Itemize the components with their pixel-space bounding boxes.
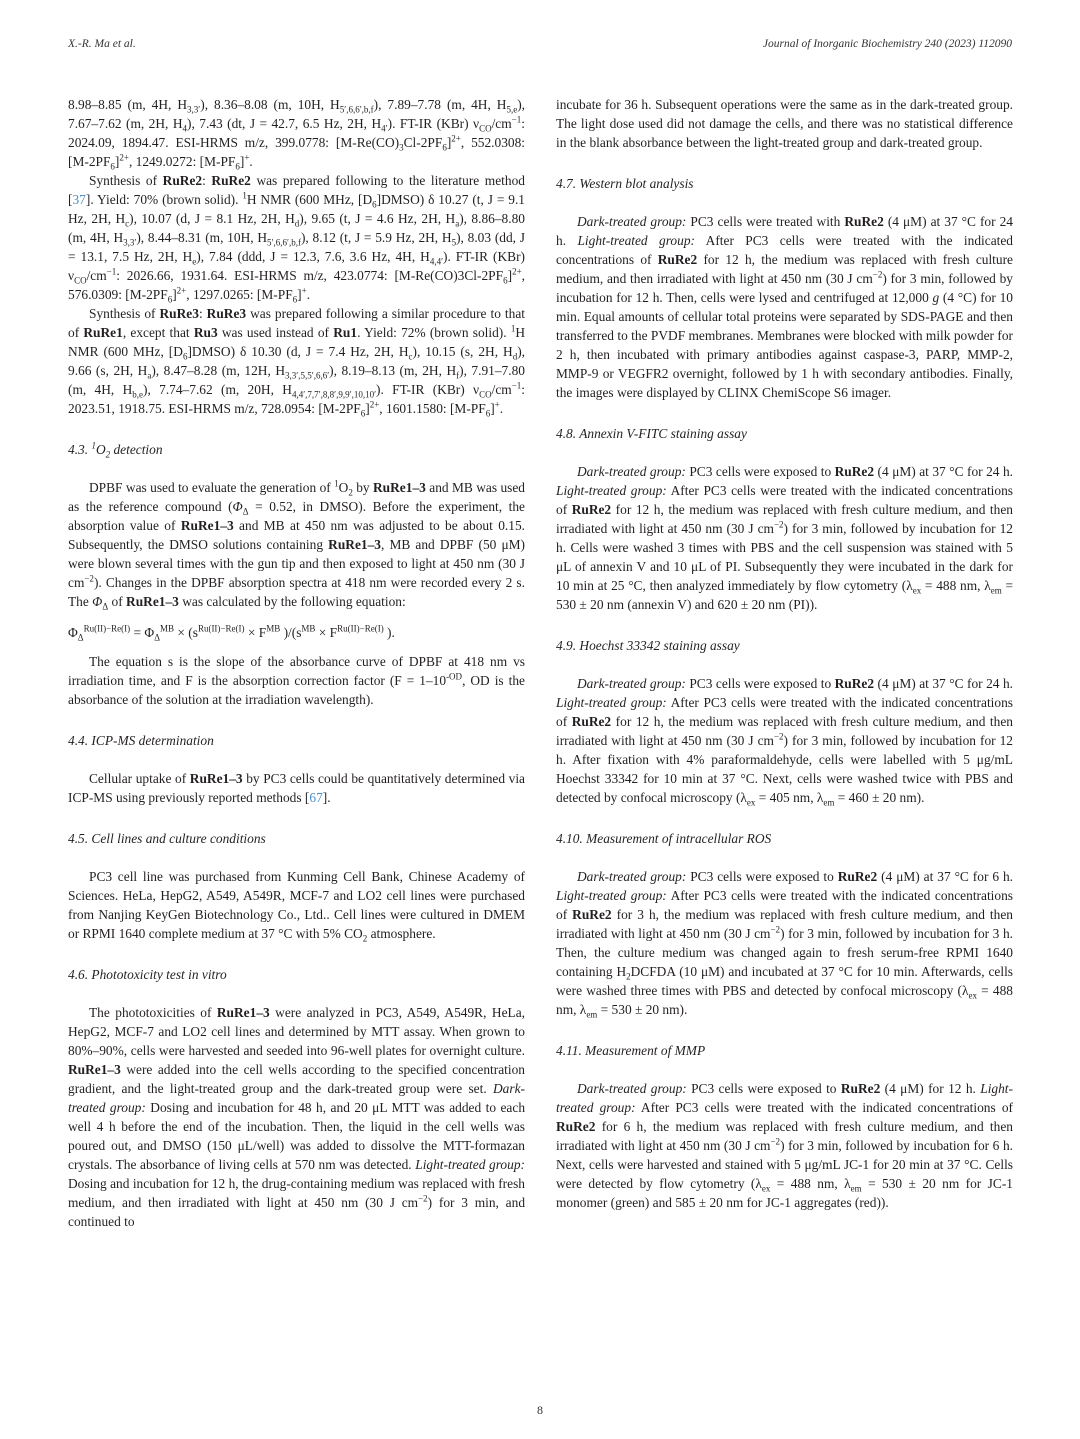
paragraph-rure3-synthesis: Synthesis of RuRe3: RuRe3 was prepared following a similar procedure to that of RuRe1, except that Ru3 was used instead of Ru1. Yield: 72% (brown solid). $^1$H NMR (600 MHz, $[D_6]DMSO$) δ 10.30 (d, J = 7.4 Hz, 2H, $H_c$), 10.15 (s, 2H, $H_d$), 9.66 (s, 2H, $H_a$), 8.47–8.28 (m, 12H, $H_{3,3',5,5',6,6'}$), 8.19–8.13 (m, 2H, $H_f$), 7.91–7.80 (m, 4H, $H_{b,e}$), 7.74–7.62 (m, 20H, $H_{4,4',7,7',8,8',9,9',10,10'}$). FT-IR (KBr) $\nu_{CO}/cm^{-1}$: 2023.51, 1918.75. ESI-HRMS m/z, 728.0954: $[M-2PF_6]^{2+}$, 1601.1580: $[M-PF_6]^+$.: [68, 306, 525, 419]
section-heading-4-5: 4.5. Cell lines and culture conditions: [68, 831, 266, 846]
paragraph-hoechst: Dark-treated group: PC3 cells were exposed to RuRe2 (4 μM) at 37 °C for 24 h. Light-treated group: After PC3 cells were treated with the indicated concentrations of RuRe2 for 12 h, the medium was replaced with fresh culture medium, and then irradiated with light at 450 nm (30 J $cm^{-2}$) for 3 min, followed by incubation for 12 h. After fixation with 4% paraformaldehyde, cells were labelled with 5 μg/mL Hoechst 33342 for 10 min at 37 °C. Next, cells were washed twice with PBS and detected by confocal microscopy ($\lambda_{ex} = 405$ nm, $\lambda_{em} = 460 \pm 20$ nm).: [556, 676, 1013, 808]
paragraph-mmp: Dark-treated group: PC3 cells were exposed to RuRe2 (4 μM) for 12 h. Light-treated group: After PC3 cells were treated with the indicated concentrations of RuRe2 for 6 h, the medium was replaced with fresh culture medium, and then irradiated with light at 450 nm (30 J $cm^{-2}$) for 3 min, followed by incubation for 6 h. Next, cells were harvested and stained with 5 μg/mL JC-1 for 20 min at 37 °C. Cells were detected by flow cytometry ($\lambda_{ex} = 488$ nm, $\lambda_{em} = 530 \pm 20$ nm for JC-1 monomer (green) and 585 ± 20 nm for JC-1 aggregates (red)).: [556, 1081, 1013, 1210]
running-header-journal: Journal of Inorganic Biochemistry 240 (2023) 112090: [762, 38, 1012, 50]
paragraph-rure2-synthesis: Synthesis of RuRe2: RuRe2 was prepared following to the literature method [37]. Yield: 70% (brown solid). $^1$H NMR (600 MHz, $[D_6]DMSO$) δ 10.27 (t, J = 9.1 Hz, 2H, $H_c$), 10.07 (d, J = 8.1 Hz, 2H, $H_d$), 9.65 (t, J = 4.6 Hz, 2H, $H_a$), 8.86–8.80 (m, 4H, $H_{3,3'}$), 8.44–8.31 (m, 10H, $H_{5',6,6',b,f}$), 8.12 (t, J = 5.9 Hz, 2H, $H_5$), 8.03 (dd, J = 13.1, 7.5 Hz, 2H, $H_e$), 7.84 (ddd, J = 12.3, 7.6, 3.6 Hz, 4H, $H_{4,4'}$). FT-IR (KBr) $\nu_{CO}/cm^{-1}$: 2026.66, 1931.64. ESI-HRMS m/z, 423.0774: $[M-Re(CO)3Cl-2PF_6]^{2+}$, 576.0309: $[M-2PF_6]^{2+}$, 1297.0265: $[M-PF_6]^+$.: [68, 173, 526, 305]
paragraph-ros: Dark-treated group: PC3 cells were exposed to RuRe2 (4 μM) at 37 °C for 6 h. Light-treated group: After PC3 cells were treated with the indicated concentrations of RuRe2 for 3 h, the medium was replaced with fresh culture medium, and then irradiated with light at 450 nm (30 J $cm^{-2}$) for 3 min, followed by incubation for 3 h. Then, the culture medium was changed again to fresh serum-free RPMI 1640 containing $H_2DCFDA$ (10 μM) and incubated at 37 °C for 10 min. Afterwards, cells were washed three times with PBS and detected by confocal microscopy ($\lambda_{ex} = 488$ nm, $\lambda_{em} = 530 \pm 20$ nm).: [556, 869, 1013, 1020]
quantum-yield-equation: $\Phi_\Delta^{Ru(II)-Re(I)} = \Phi_\Delta^{MB} \times (s^{Ru(II)-Re(I)} \times F^{MB}$ )$/(s^{MB} \times F^{Ru(II)-Re(I)}$ ).: [68, 623, 395, 643]
paragraph-western-blot: Dark-treated group: PC3 cells were treated with RuRe2 (4 μM) at 37 °C for 24 h. Light-treated group: After PC3 cells were treated with the indicated concentrations of RuRe2 for 12 h, the medium was replaced with fresh culture medium, and then irradiated with light at 450 nm (30 J $cm^{-2}$) for 3 min, followed by incubation for 12 h. Then, cells were lysed and centrifuged at 12,000 g (4 °C) for 10 min. Equal amounts of cellular total proteins were separated by SDS-PAGE and then transferred to the PVDF membranes. Membranes were blocked with milk powder for 2 h, then incubated with primary antibodies against caspase-3, PARP, MMP-2, MMP-9 or VEGFR2 overnight, followed by 1 h with secondary antibodies. Finally, the images were displayed by CLINX ChemiScope S6 imager.: [556, 214, 1014, 400]
paragraph-phototoxicity: The phototoxicities of RuRe1–3 were analyzed in PC3, A549, A549R, HeLa, HepG2, MCF-7 and LO2 cell lines and determined by MTT assay. When grown to 80%–90%, cells were harvested and seeded into 96-well plates for overnight culture. RuRe1–3 were added into the cell wells according to the specified concentration gradient, and the light-treated group and the dark-treated group were set. Dark-treated group: Dosing and incubation for 48 h, and 20 μL MTT was added to each well 4 h before the end of the incubation. Then, the liquid in the cell wells was poured out, and DMSO (150 μL/well) was added to dissolve the MTT-formazan crystals. The absorbance of living cells at 570 nm was detected. Light-treated group: Dosing and incubation for 12 h, the drug-containing medium was replaced with fresh medium, and then irradiated with light at 450 nm (30 J $cm^{-2}$) for 3 min, and continued to: [68, 1005, 526, 1229]
paragraph-annexin: Dark-treated group: PC3 cells were exposed to RuRe2 (4 μM) at 37 °C for 24 h. Light-treated group: After PC3 cells were treated with the indicated concentrations of RuRe2 for 12 h, the medium was replaced with fresh culture medium, and then irradiated with light at 450 nm (30 J $cm^{-2}$) for 3 min, followed by incubation for 12 h. Cells were washed 3 times with PBS and the cell suspension was stained with 5 μL of annexin V and 10 μL of PI. Subsequently they were incubated in the dark for 10 min at 25 °C, then analyzed immediately by flow cytometry ($\lambda_{ex} = 488$ nm, $\lambda_{em} = 530 \pm 20$ nm (annexin V) and 620 ± 20 nm (PI)).: [556, 464, 1014, 612]
paragraph-singlet-oxygen-detection: DPBF was used to evaluate the generation of $^1O_2$ by RuRe1–3 and MB was used as the reference compound ($\Phi_\Delta = 0.52$, in DMSO). Before the experiment, the absorption value of RuRe1–3 and MB at 450 nm was adjusted to be about 0.15. Subsequently, the DMSO solutions containing RuRe1–3, MB and DPBF (50 μM) were blown several times with the gun tip and then exposed to light at 450 nm (30 J $cm^{-2}$). Changes in the DPBF absorption spectra at 418 nm were recorded every 2 s. The $\Phi_\Delta$ of RuRe1–3 was calculated by the following equation:: [68, 478, 526, 612]
page-number: 8: [537, 1403, 543, 1417]
paragraph-icp-ms: Cellular uptake of RuRe1–3 by PC3 cells could be quantitatively determined via ICP-MS using previously reported methods [67].: [68, 771, 525, 805]
left-column: [68, 95, 525, 1231]
section-heading-4-11: 4.11. Measurement of MMP: [556, 1043, 706, 1058]
paragraph-cell-lines: PC3 cell line was purchased from Kunming Cell Bank, Chinese Academy of Sciences. HeLa, HepG2, A549, A549R, MCF-7 and LO2 cell lines were purchased from Nanjing KeyGen Biotechnology Co., Ltd.. Cell lines were cultured in DMEM or RPMI 1640 complete medium at 37 °C with 5% $CO_2$ atmosphere.: [68, 869, 525, 944]
paragraph-phototoxicity-continued: incubate for 36 h. Subsequent operations were the same as in the dark-treated group. The light dose used did not damage the cells, and there was no statistical difference in the blank absorbance between the light-treated group and dark-treated group.: [556, 97, 1013, 150]
section-heading-4-4: 4.4. ICP-MS determination: [68, 733, 214, 748]
section-heading-4-6: 4.6. Phototoxicity test in vitro: [68, 967, 227, 982]
citation-link[interactable]: 37: [72, 192, 86, 207]
section-heading-4-3: 4.3. $^1O_2$ detection: [68, 440, 163, 460]
paragraph-rure1-data-continued: 8.98–8.85 (m, 4H, $H_{3,3'}$), 8.36–8.08 (m, 10H, $H_{5',6,6',b,f}$), 7.89–7.78 (m, 4H, $H_{5,e}$), 7.67–7.62 (m, 2H, $H_4$), 7.43 (dt, J = 42.7, 6.5 Hz, 2H, $H_{4'}$). FT-IR (KBr) $\nu_{CO}/cm^{-1}$: 2024.09, 1894.47. ESI-HRMS m/z, 399.0778: $[M-Re(CO)_3Cl-2PF_6]^{2+}$, 552.0308: $[M-2PF_6]^{2+}$, 1249.0272: $[M-PF_6]^+$.: [68, 97, 526, 172]
section-heading-4-8: 4.8. Annexin V-FITC staining assay: [556, 426, 747, 441]
section-heading-4-10: 4.10. Measurement of intracellular ROS: [556, 831, 772, 846]
paragraph-equation-explanation: The equation s is the slope of the absorbance curve of DPBF at 418 nm vs irradiation time, and F is the absorption correction factor ($F = 1-10^{-OD}$, OD is the absorbance of the solution at the irradiation wavelength).: [68, 654, 525, 707]
section-heading-4-7: 4.7. Western blot analysis: [556, 176, 694, 191]
citation-link[interactable]: 67: [309, 790, 323, 805]
section-heading-4-9: 4.9. Hoechst 33342 staining assay: [556, 638, 740, 653]
right-column: [556, 95, 1013, 1212]
running-header-authors: X.-R. Ma et al.: [68, 38, 136, 50]
